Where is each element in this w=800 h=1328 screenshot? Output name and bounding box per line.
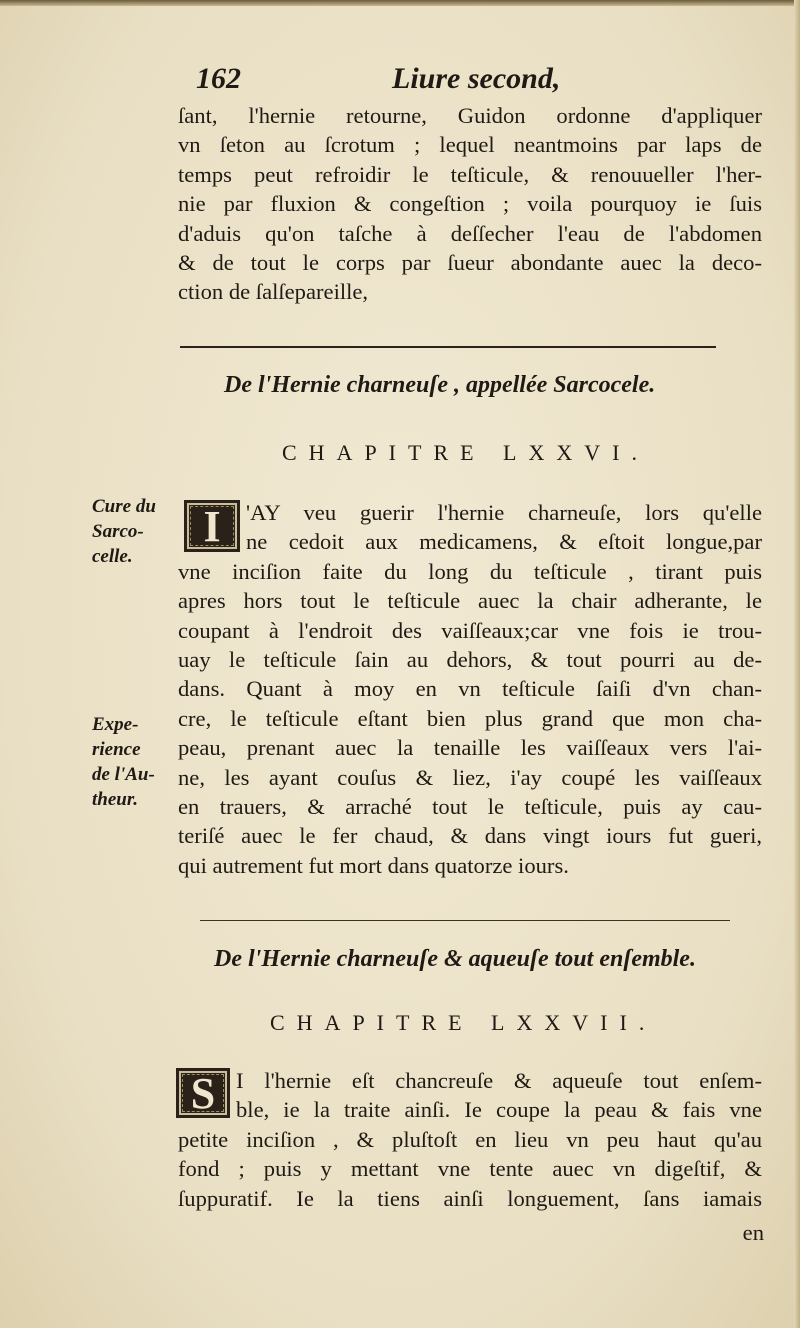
section-divider [200,920,730,921]
text-line: dans. Quant à moy en vn teſticule ſaiſi d'vn chan- [178,676,762,702]
chapter-76-paragraph [178,557,762,880]
drop-cap-letter: S [190,1068,216,1118]
chapter-76-paragraph-start [246,498,762,557]
margin-note-line: Sarco- [92,521,144,542]
text-line: vn ſeton au ſcrotum ; lequel neantmoins par laps de [178,132,762,158]
text-line: ne cedoit aux medicamens, & eſtoit longue,par [246,529,762,555]
catchword [724,1218,764,1247]
chapter-77-paragraph-start [236,1066,762,1125]
text-line: peau, prenant auec la tenaille les vaiſſeaux vers l'ai- [178,735,762,761]
chapter-77-paragraph [178,1125,762,1213]
margin-note-line: de l'Au- [92,764,155,785]
margin-note-line: celle. [92,546,133,567]
margin-note-line: rience [92,739,141,760]
text-line: apres hors tout le teſticule auec la chair adherante, le [178,588,762,614]
drop-cap-initial [184,500,240,552]
drop-cap-letter: I [203,501,221,551]
margin-note [92,712,172,812]
folio-number: 162 [196,62,241,95]
section-divider [180,346,716,348]
text-line: teriſé auec le fer chaud, & dans vingt iours fut gueri, [178,823,762,849]
section-title: De l'Hernie charneuſe , appellée Sarcocele. [224,372,656,398]
text-line: uay le teſticule ſain au dehors, & tout pourri au de- [178,646,762,672]
catchword-text: en [742,1220,764,1245]
margin-note-line: Expe- [92,714,139,735]
text-line: 'AY veu guerir l'hernie charneuſe, lors qu'elle [246,500,762,525]
text-line: cre, le teſticule eſtant bien plus grand que mon cha- [178,705,762,731]
text-line: nie par fluxion & congeſtion ; voila pourquoy ie ſuis [178,191,762,217]
text-line: temps peut refroidir le teſticule, & renouueller l'her- [178,161,762,187]
text-line: fond ; puis y mettant vne tente auec vn digeſtif, & [178,1156,762,1182]
chapter-heading: CHAPITRE LXXVII. [270,1010,657,1035]
margin-note-line: Cure du [92,496,156,517]
drop-cap-initial [176,1068,230,1118]
page-header [196,62,616,102]
text-line: I l'hernie eſt chancreuſe & aqueuſe tout enſem- [236,1068,762,1093]
intro-paragraph [178,101,762,307]
text-line: ſant, l'hernie retourne, Guidon ordonne d'appliquer [178,103,762,128]
text-line: ction de ſalſepareille, [178,279,369,305]
running-head: Liure second, [392,62,561,95]
page-spine-shadow [794,0,800,1328]
text-line: ſuppuratif. Ie la tiens ainſi longuement, ſans iamais [178,1185,762,1211]
text-line: vne inciſion faite du long du teſticule , tirant puis [178,558,762,584]
text-line: d'aduis qu'on taſche à deſſecher l'eau de l'abdomen [178,220,762,246]
text-line: petite inciſion , & pluſtoſt en lieu vn peu haut qu'au [178,1126,762,1152]
text-line: en trauers, & arraché tout le teſticule, puis ay cau- [178,793,762,819]
margin-note [92,494,172,569]
chapter-heading: CHAPITRE LXXVI. [282,440,649,465]
margin-note-line: theur. [92,789,138,810]
text-line: & de tout le corps par ſueur abondante auec la deco- [178,249,762,275]
section-title: De l'Hernie charneuſe & aqueuſe tout enſemble. [214,946,696,972]
text-line: qui autrement fut mort dans quatorze iours. [178,852,569,878]
page-top-edge [0,0,800,6]
text-line: ble, ie la traite ainſi. Ie coupe la peau & fais vne [236,1097,762,1123]
text-line: ne, les ayant couſus & liez, i'ay coupé les vaiſſeaux [178,764,762,790]
text-line: coupant à l'endroit des vaiſſeaux;car vne fois ie trou- [178,617,762,643]
